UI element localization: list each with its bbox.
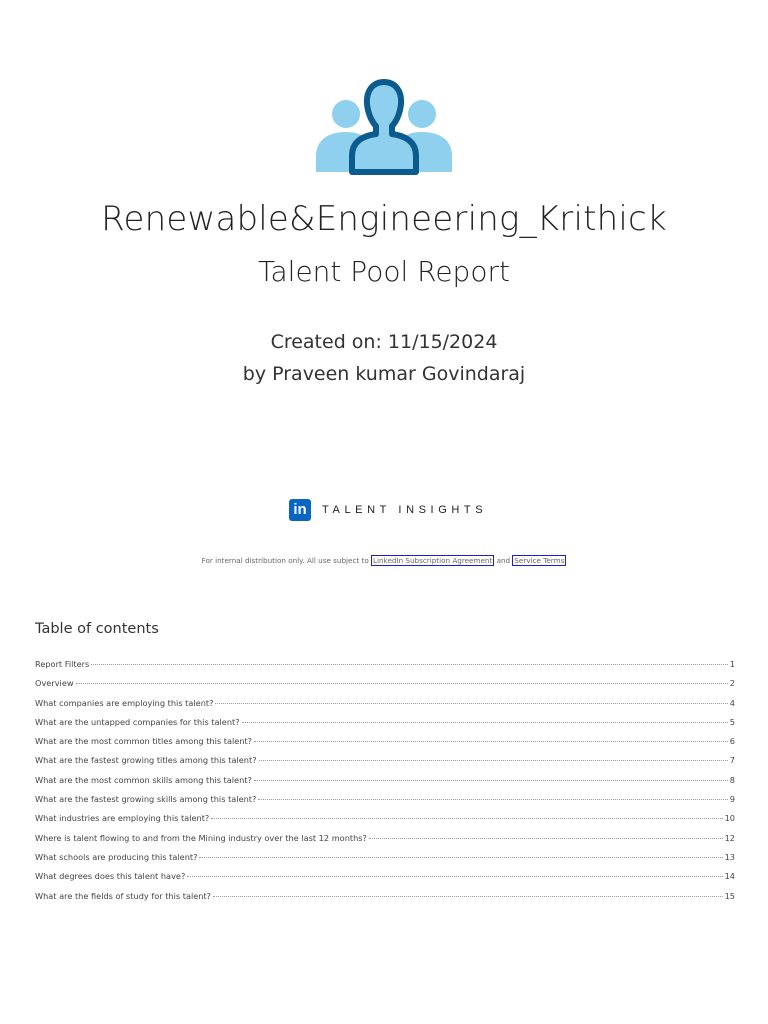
toc-item-label: What are the most common skills among this talent? (35, 774, 252, 785)
toc-leader-dots (215, 703, 727, 704)
toc-item[interactable] (35, 794, 735, 813)
toc-item-page: 13 (724, 851, 735, 862)
report-subtitle: Talent Pool Report (258, 255, 510, 288)
toc-item-label: What degrees does this talent have? (35, 871, 186, 882)
toc-item-label: What are the fastest growing skills among this talent? (35, 794, 257, 805)
toc-item-page: 7 (729, 755, 735, 766)
toc-item-page: 8 (729, 774, 735, 785)
toc-leader-dots (254, 741, 728, 742)
people-group-icon (310, 76, 458, 176)
toc-item-label: What companies are employing this talent? (35, 697, 214, 708)
talent-insights-brand (289, 499, 487, 521)
toc-item[interactable] (35, 659, 735, 678)
toc-item-label: Report Filters (35, 659, 90, 669)
linkedin-logo-icon: in (289, 499, 311, 521)
toc-leader-dots (211, 818, 722, 819)
toc-item-page: 9 (729, 794, 735, 805)
toc-item-label: What are the fastest growing titles among this talent? (35, 755, 257, 766)
toc-leader-dots (242, 722, 728, 723)
toc-leader-dots (213, 896, 723, 897)
toc-list (35, 659, 735, 910)
disclaimer-prefix: For internal distribution only. All use subject to (201, 556, 371, 565)
report-title: Renewable&Engineering_Krithick (101, 199, 667, 239)
toc-item[interactable] (35, 813, 735, 832)
distribution-disclaimer (0, 556, 768, 565)
toc-item-page: 14 (724, 871, 735, 882)
toc-title: Table of contents (35, 621, 159, 637)
toc-item-label: What are the fields of study for this talent? (35, 890, 212, 901)
toc-leader-dots (199, 857, 722, 858)
toc-leader-dots (259, 760, 728, 761)
toc-item[interactable] (35, 717, 735, 736)
toc-item-page: 2 (729, 678, 735, 689)
toc-leader-dots (76, 683, 728, 684)
toc-leader-dots (91, 664, 727, 665)
toc-leader-dots (369, 838, 723, 839)
service-terms-link[interactable]: Service Terms (514, 556, 565, 565)
toc-item-page: 12 (724, 832, 735, 843)
toc-item[interactable] (35, 736, 735, 755)
toc-item-page: 6 (729, 736, 735, 747)
toc-item-label: Overview (35, 678, 74, 689)
brand-text: TALENT INSIGHTS (322, 504, 488, 516)
toc-item-label: What schools are producing this talent? (35, 851, 198, 862)
toc-item[interactable] (35, 833, 735, 852)
toc-item[interactable] (35, 891, 735, 910)
toc-leader-dots (187, 876, 722, 877)
toc-leader-dots (254, 780, 728, 781)
toc-item-label: What are the untapped companies for this talent? (35, 716, 240, 727)
toc-item-label: What industries are employing this talent? (35, 813, 210, 824)
toc-item[interactable] (35, 678, 735, 697)
toc-item[interactable] (35, 755, 735, 774)
toc-item-page: 15 (724, 890, 735, 901)
toc-item-page: 5 (729, 716, 735, 727)
toc-item[interactable] (35, 852, 735, 871)
toc-item[interactable] (35, 775, 735, 794)
subscription-agreement-link[interactable]: LinkedIn Subscription Agreement (373, 556, 493, 565)
toc-item-label: Where is talent flowing to and from the Mining industry over the last 12 months? (35, 832, 367, 843)
toc-item[interactable] (35, 871, 735, 890)
toc-item-label: What are the most common titles among this talent? (35, 736, 253, 747)
toc-item[interactable] (35, 698, 735, 717)
toc-item-page: 1 (729, 659, 735, 669)
toc-item-page: 4 (729, 697, 735, 708)
author-line: by Praveen kumar Govindaraj (242, 363, 526, 385)
disclaimer-middle: and (494, 556, 513, 565)
toc-item-page: 10 (724, 813, 735, 824)
created-date: Created on: 11/15/2024 (270, 331, 498, 353)
toc-leader-dots (258, 799, 727, 800)
